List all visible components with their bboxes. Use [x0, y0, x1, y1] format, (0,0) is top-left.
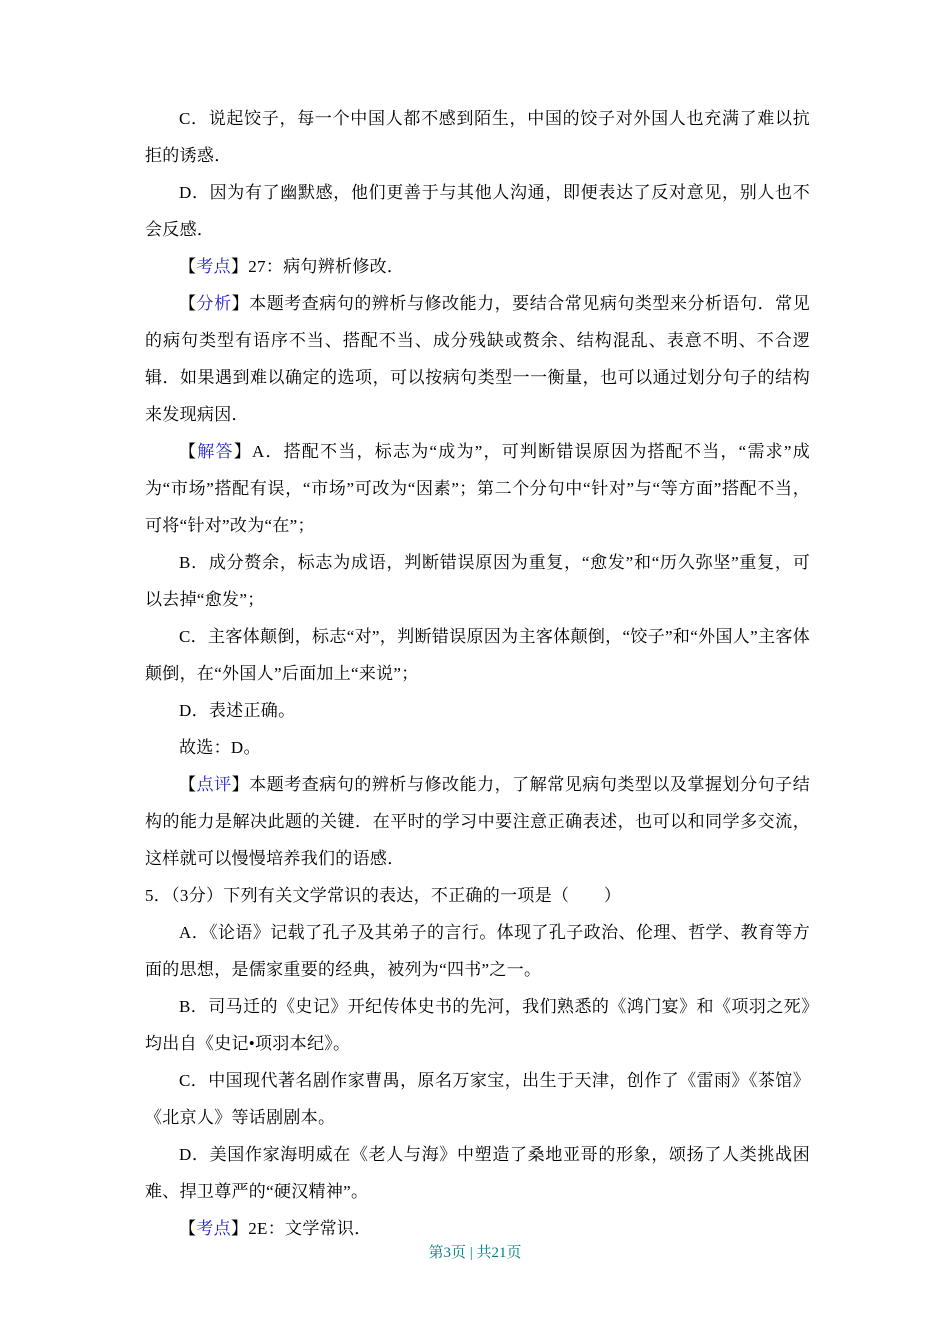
page-footer — [0, 1242, 950, 1264]
tagged-paragraph — [145, 285, 810, 433]
paragraph — [145, 1136, 810, 1210]
tagged-paragraph — [145, 248, 810, 285]
tag-open-bracket: 【 — [179, 442, 198, 461]
tag-close-bracket: 】 — [231, 294, 250, 313]
paragraph — [145, 100, 810, 174]
tagged-paragraph — [145, 766, 810, 877]
paragraph-text: D．因为有了幽默感，他们更善于与其他人沟通，即便表达了反对意见，别人也不会反感． — [145, 183, 810, 239]
tag-open-bracket: 【 — [179, 1219, 197, 1238]
paragraph-text: 2E：文学常识． — [248, 1219, 372, 1238]
paragraph-text: D．美国作家海明威在《老人与海》中塑造了桑地亚哥的形象，颂扬了人类挑战困难、捍卫尊严的“硬汉精神”。 — [145, 1145, 810, 1201]
tag-close-bracket: 】 — [230, 257, 249, 276]
section-tag: 解答 — [197, 442, 234, 461]
paragraph-text: 本题考查病句的辨析与修改能力，了解常见病句类型以及掌握划分句子结构的能力是解决此题的关键．在平时的学习中要注意正确表述，也可以和同学多交流，这样就可以慢慢培养我们的语感． — [145, 775, 810, 868]
paragraph — [145, 914, 810, 988]
tag-close-bracket: 】 — [231, 775, 250, 794]
paragraph-text: D．表述正确。 — [179, 701, 296, 720]
tag-open-bracket: 【 — [179, 257, 197, 276]
tag-open-bracket: 【 — [179, 294, 197, 313]
paragraph-text: C．说起饺子，每一个中国人都不感到陌生，中国的饺子对外国人也充满了难以抗拒的诱惑． — [145, 109, 810, 165]
section-tag: 点评 — [196, 775, 232, 794]
paragraph — [145, 729, 810, 766]
paragraph-text: 27：病句辨析修改． — [248, 257, 405, 276]
paragraph-text: 5．（3分）下列有关文学常识的表达，不正确的一项是（ ） — [145, 886, 622, 905]
paragraph-text: C．中国现代著名剧作家曹禺，原名万家宝，出生于天津，创作了《雷雨》《茶馆》《北京人》等话剧剧本。 — [145, 1071, 810, 1127]
tag-open-bracket: 【 — [179, 775, 197, 794]
paragraph — [145, 692, 810, 729]
paragraph-text: C．主客体颠倒，标志“对”，判断错误原因为主客体颠倒，“饺子”和“外国人”主客体颠倒，在“外国人”后面加上“来说”； — [145, 627, 810, 683]
paragraph — [145, 618, 810, 692]
tag-close-bracket: 】 — [230, 1219, 249, 1238]
tag-close-bracket: 】 — [233, 442, 252, 461]
page-number-text: 第3页 | 共21页 — [428, 1245, 522, 1261]
paragraph-text: 本题考查病句的辨析与修改能力，要结合常见病句类型来分析语句．常见的病句类型有语序不当、搭配不当、成分残缺或赘余、结构混乱、表意不明、不合逻辑．如果遇到难以确定的选项，可以按病句类型一一衡量，也可以通过划分句子的结构来发现病因． — [145, 294, 810, 424]
paragraph — [145, 544, 810, 618]
section-tag: 分析 — [196, 294, 232, 313]
paragraph-text: B．司马迁的《史记》开纪传体史书的先河，我们熟悉的《鸿门宴》和《项羽之死》均出自《史记•项羽本纪》。 — [145, 997, 810, 1053]
paragraph — [145, 174, 810, 248]
paragraph-text: A．搭配不当，标志为“成为”，可判断错误原因为搭配不当，“需求”成为“市场”搭配有误，“市场”可改为“因素”；第二个分句中“针对”与“等方面”搭配不当，可将“针对”改为“在”； — [145, 442, 810, 535]
paragraph-text: 故选：D。 — [179, 738, 261, 757]
section-tag: 考点 — [196, 1219, 231, 1238]
paragraph-text: A．《论语》记载了孔子及其弟子的言行。体现了孔子政治、伦理、哲学、教育等方面的思想，是儒家重要的经典，被列为“四书”之一。 — [145, 923, 810, 979]
document-content — [145, 100, 810, 1247]
tagged-paragraph — [145, 433, 810, 544]
paragraph — [145, 988, 810, 1062]
paragraph — [145, 877, 810, 914]
section-tag: 考点 — [196, 257, 231, 276]
paragraph-text: B．成分赘余，标志为成语，判断错误原因为重复，“愈发”和“历久弥坚”重复，可以去掉“愈发”； — [145, 553, 810, 609]
paragraph — [145, 1062, 810, 1136]
